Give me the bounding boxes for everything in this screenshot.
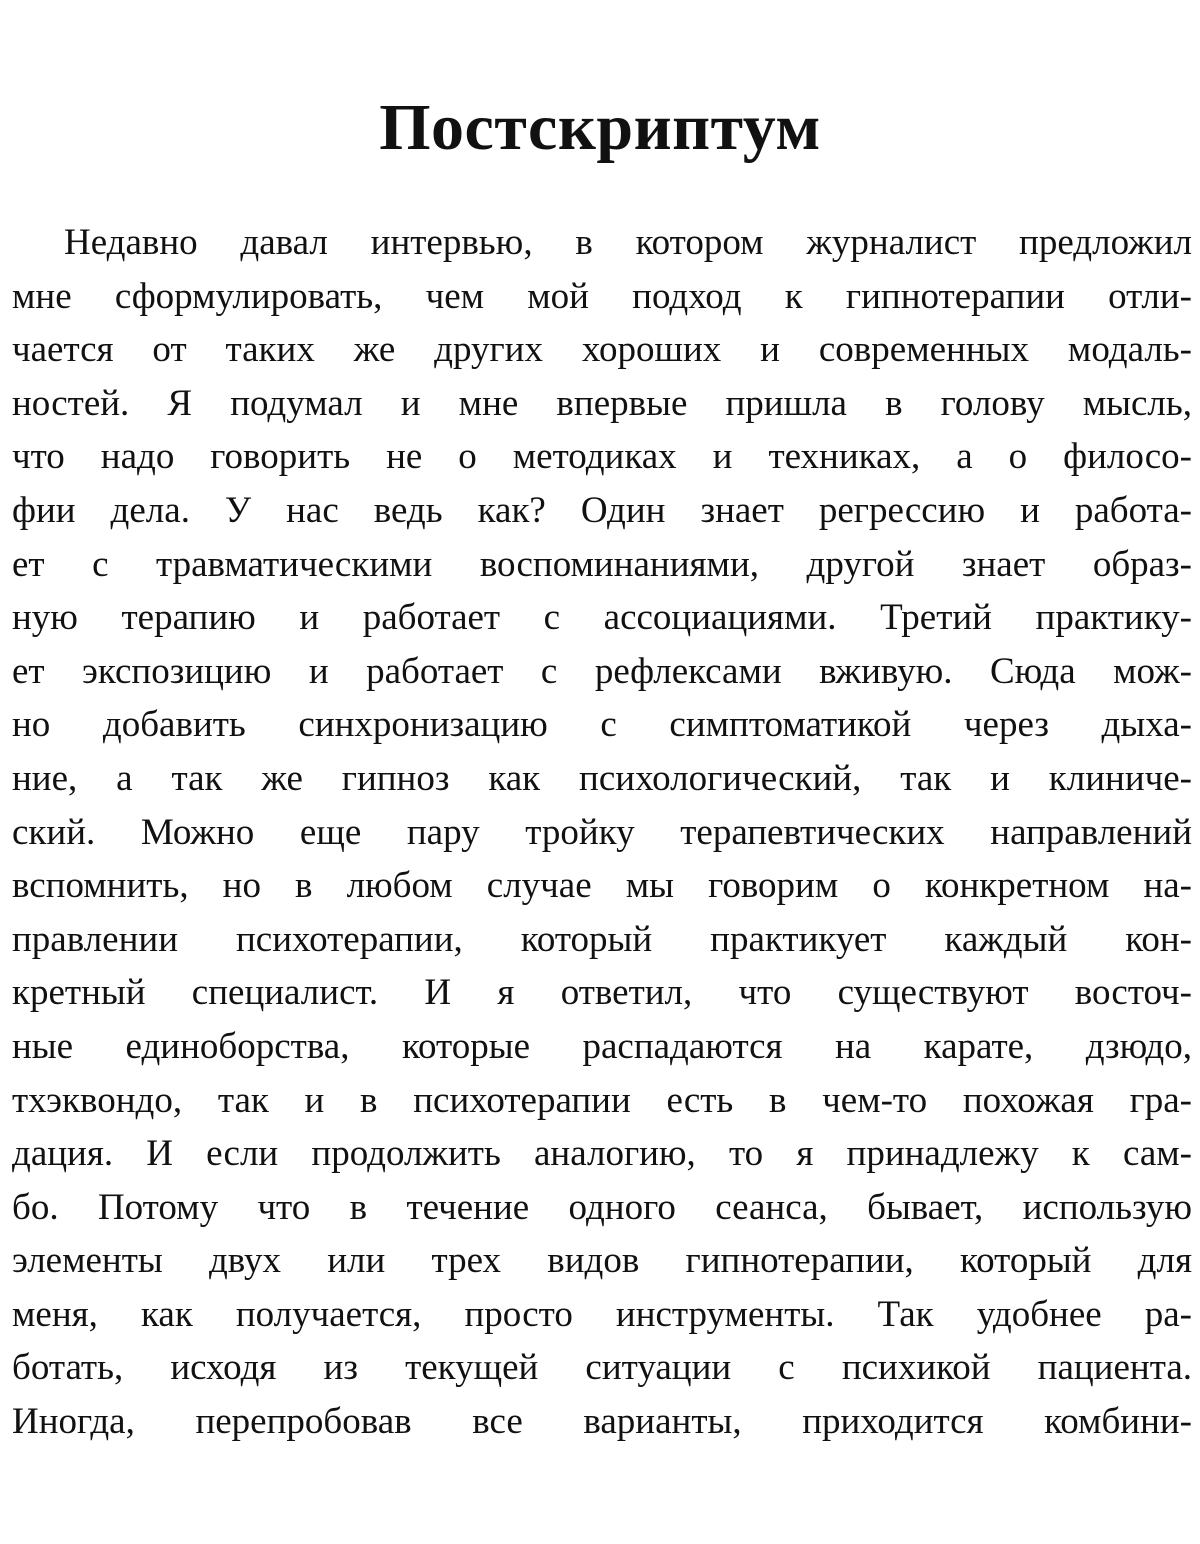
text-line: ский. Можно еще пару тройку терапевтических направлений: [12, 811, 1192, 853]
text-line: тхэквондо, так и в психотерапии есть в чем-то похожая гра-: [12, 1079, 1192, 1121]
body-text: [12, 216, 1192, 1449]
text-line: вспомнить, но в любом случае мы говорим о конкретном на-: [12, 865, 1192, 907]
text-line: ностей. Я подумал и мне впервые пришла в голову мысль,: [12, 382, 1192, 424]
text-line: ную терапию и работает с ассоциациями. Третий практику-: [12, 597, 1192, 639]
text-line: ние, а так же гипноз как психологический, так и клиниче-: [12, 757, 1192, 799]
text-line: мне сформулировать, чем мой подход к гипнотерапии отли-: [12, 275, 1192, 317]
text-line: ет с травматическими воспоминаниями, другой знает образ-: [12, 543, 1192, 585]
page-title: Постскриптум: [379, 91, 821, 164]
text-line: ет экспозицию и работает с рефлексами вживую. Сюда мож-: [12, 650, 1192, 692]
text-line: фии дела. У нас ведь как? Один знает регрессию и работа-: [12, 489, 1192, 531]
text-line: дация. И если продолжить аналогию, то я принадлежу к сам-: [12, 1133, 1192, 1175]
text-line: что надо говорить не о методиках и техниках, а о филосо-: [12, 436, 1192, 478]
text-line: элементы двух или трех видов гипнотерапии, который для: [12, 1240, 1192, 1282]
text-line: чается от таких же других хороших и современных модаль-: [12, 329, 1192, 371]
text-line: меня, как получается, просто инструменты. Так удобнее ра-: [12, 1293, 1192, 1335]
text-line: бо. Потому что в течение одного сеанса, бывает, использую: [12, 1186, 1192, 1228]
text-line: Недавно давал интервью, в котором журналист предложил: [64, 222, 1192, 263]
text-line: Иногда, перепробовав все варианты, приходится комбини-: [12, 1401, 1192, 1443]
text-line: но добавить синхронизацию с симптоматикой через дыха-: [12, 704, 1192, 746]
text-line: ные единоборства, которые распадаются на карате, дзюдо,: [12, 1025, 1192, 1067]
text-line: ботать, исходя из текущей ситуации с психикой пациента.: [12, 1347, 1192, 1389]
text-line: правлении психотерапии, который практикует каждый кон-: [12, 918, 1192, 960]
text-line: кретный специалист. И я ответил, что существуют восточ-: [12, 972, 1192, 1014]
